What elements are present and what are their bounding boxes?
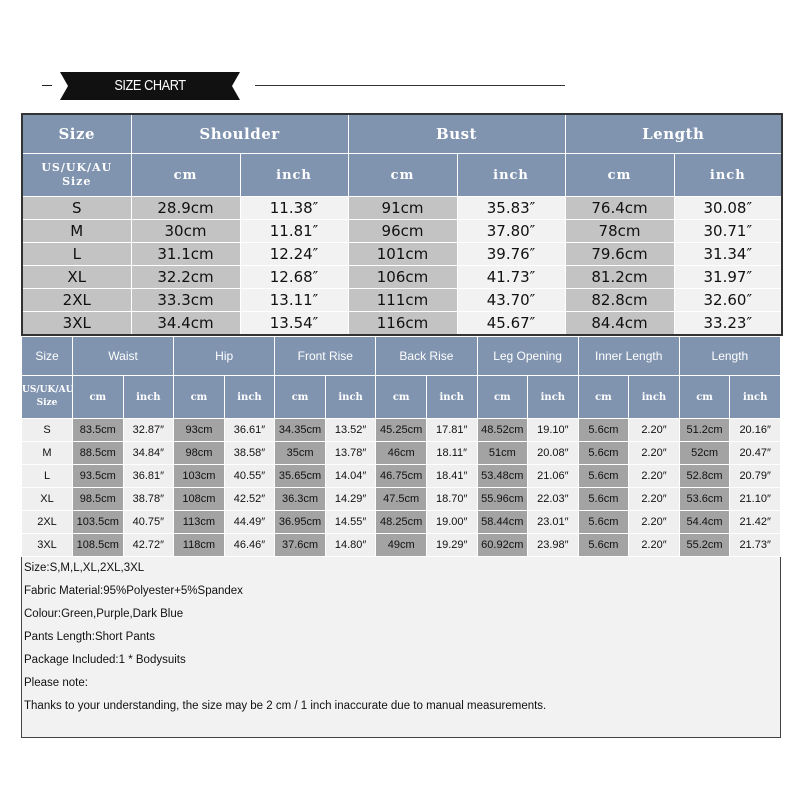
value-cell: 38.78″ [123, 488, 174, 511]
value-cell: 93.5cm [73, 465, 124, 488]
value-cell: 21.73″ [730, 534, 781, 557]
value-cell: 108.5cm [73, 534, 124, 557]
value-cell: 81.2cm [565, 266, 674, 289]
value-cell: 36.81″ [123, 465, 174, 488]
size-cell: XL [22, 266, 131, 289]
value-cell: 45.67″ [457, 312, 565, 336]
top-unit: cm [565, 154, 674, 197]
info-disclaimer: Thanks to your understanding, the size may be 2 cm / 1 inch inaccurate due to manual measurements. [24, 700, 547, 712]
bottom-unit: inch [325, 376, 376, 419]
banner-left-line [42, 85, 52, 86]
value-cell: 2.20″ [629, 534, 680, 557]
value-cell: 58.44cm [477, 511, 528, 534]
value-cell: 79.6cm [565, 243, 674, 266]
product-info-box [21, 557, 781, 738]
value-cell: 31.97″ [674, 266, 782, 289]
value-cell: 30cm [131, 220, 240, 243]
value-cell: 11.81″ [240, 220, 348, 243]
value-cell: 91cm [348, 197, 457, 220]
value-cell: 22.03″ [528, 488, 579, 511]
info-fabric: Fabric Material:95%Polyester+5%Spandex [24, 585, 243, 597]
value-cell: 82.8cm [565, 289, 674, 312]
value-cell: 5.6cm [578, 534, 629, 557]
top-header-shoulder: Shoulder [131, 114, 348, 154]
value-cell: 35.83″ [457, 197, 565, 220]
value-cell: 52cm [679, 442, 730, 465]
value-cell: 23.98″ [528, 534, 579, 557]
bottom-unit: cm [477, 376, 528, 419]
value-cell: 41.73″ [457, 266, 565, 289]
value-cell: 37.6cm [275, 534, 326, 557]
bottom-unit: inch [528, 376, 579, 419]
size-cell: 3XL [22, 534, 73, 557]
value-cell: 32.60″ [674, 289, 782, 312]
top-unit: inch [674, 154, 782, 197]
value-cell: 5.6cm [578, 465, 629, 488]
value-cell: 33.3cm [131, 289, 240, 312]
value-cell: 2.20″ [629, 465, 680, 488]
value-cell: 88.5cm [73, 442, 124, 465]
value-cell: 38.58″ [224, 442, 275, 465]
value-cell: 42.72″ [123, 534, 174, 557]
top-header-length: Length [565, 114, 782, 154]
size-cell: 2XL [22, 289, 131, 312]
table-row [22, 243, 782, 266]
value-cell: 30.08″ [674, 197, 782, 220]
value-cell: 34.84″ [123, 442, 174, 465]
value-cell: 11.38″ [240, 197, 348, 220]
value-cell: 40.75″ [123, 511, 174, 534]
table-row [22, 220, 782, 243]
value-cell: 113cm [174, 511, 225, 534]
top-header-size: Size [22, 114, 131, 154]
bottom-header-waist: Waist [73, 337, 174, 376]
bottom-sub-size-text: US/UK/AU Size [22, 385, 74, 408]
value-cell: 2.20″ [629, 488, 680, 511]
value-cell: 5.6cm [578, 419, 629, 442]
value-cell: 14.04″ [325, 465, 376, 488]
value-cell: 44.49″ [224, 511, 275, 534]
value-cell: 34.35cm [275, 419, 326, 442]
value-cell: 30.71″ [674, 220, 782, 243]
bottom-unit: cm [275, 376, 326, 419]
value-cell: 17.81″ [426, 419, 477, 442]
value-cell: 35cm [275, 442, 326, 465]
value-cell: 84.4cm [565, 312, 674, 336]
value-cell: 46.75cm [376, 465, 427, 488]
value-cell: 35.65cm [275, 465, 326, 488]
value-cell: 51.2cm [679, 419, 730, 442]
table-row [22, 511, 781, 534]
banner-right-line [255, 85, 565, 86]
top-header-bust: Bust [348, 114, 565, 154]
bottom-header-back-rise: Back Rise [376, 337, 477, 376]
value-cell: 36.95cm [275, 511, 326, 534]
value-cell: 42.52″ [224, 488, 275, 511]
value-cell: 106cm [348, 266, 457, 289]
top-size-table [21, 113, 783, 336]
value-cell: 98.5cm [73, 488, 124, 511]
value-cell: 18.41″ [426, 465, 477, 488]
value-cell: 36.3cm [275, 488, 326, 511]
size-cell: M [22, 442, 73, 465]
value-cell: 36.61″ [224, 419, 275, 442]
size-cell: L [22, 465, 73, 488]
bottom-sub-size-label [22, 376, 73, 419]
value-cell: 46cm [376, 442, 427, 465]
size-cell: S [22, 419, 73, 442]
value-cell: 18.11″ [426, 442, 477, 465]
value-cell: 21.42″ [730, 511, 781, 534]
value-cell: 19.29″ [426, 534, 477, 557]
value-cell: 20.08″ [528, 442, 579, 465]
bottom-size-table [21, 336, 781, 557]
top-unit: inch [240, 154, 348, 197]
value-cell: 49cm [376, 534, 427, 557]
bottom-unit: inch [426, 376, 477, 419]
value-cell: 2.20″ [629, 511, 680, 534]
top-unit: inch [457, 154, 565, 197]
info-sizes: Size:S,M,L,XL,2XL,3XL [24, 562, 145, 574]
table-row [22, 534, 781, 557]
table-row [22, 312, 782, 336]
value-cell: 93cm [174, 419, 225, 442]
bottom-header-length: Length [679, 337, 780, 376]
table-row [22, 465, 781, 488]
value-cell: 20.16″ [730, 419, 781, 442]
value-cell: 13.78″ [325, 442, 376, 465]
value-cell: 48.25cm [376, 511, 427, 534]
value-cell: 103.5cm [73, 511, 124, 534]
value-cell: 34.4cm [131, 312, 240, 336]
value-cell: 83.5cm [73, 419, 124, 442]
value-cell: 14.80″ [325, 534, 376, 557]
value-cell: 14.55″ [325, 511, 376, 534]
value-cell: 40.55″ [224, 465, 275, 488]
value-cell: 28.9cm [131, 197, 240, 220]
size-cell: 2XL [22, 511, 73, 534]
bottom-unit: cm [376, 376, 427, 419]
banner-title: SIZE CHART [114, 77, 186, 94]
size-cell: M [22, 220, 131, 243]
bottom-header-row [22, 337, 781, 376]
value-cell: 20.79″ [730, 465, 781, 488]
table-row [22, 197, 782, 220]
value-cell: 108cm [174, 488, 225, 511]
value-cell: 78cm [565, 220, 674, 243]
table-row [22, 419, 781, 442]
value-cell: 14.29″ [325, 488, 376, 511]
size-cell: L [22, 243, 131, 266]
value-cell: 2.20″ [629, 419, 680, 442]
value-cell: 46.46″ [224, 534, 275, 557]
value-cell: 13.52″ [325, 419, 376, 442]
value-cell: 54.4cm [679, 511, 730, 534]
value-cell: 13.54″ [240, 312, 348, 336]
info-pants-length: Pants Length:Short Pants [24, 631, 156, 643]
table-row [22, 266, 782, 289]
value-cell: 12.68″ [240, 266, 348, 289]
value-cell: 21.10″ [730, 488, 781, 511]
top-sub-size-label [22, 154, 131, 197]
value-cell: 5.6cm [578, 442, 629, 465]
value-cell: 39.76″ [457, 243, 565, 266]
value-cell: 103cm [174, 465, 225, 488]
info-colour: Colour:Green,Purple,Dark Blue [24, 608, 184, 620]
value-cell: 33.23″ [674, 312, 782, 336]
value-cell: 55.2cm [679, 534, 730, 557]
value-cell: 43.70″ [457, 289, 565, 312]
value-cell: 48.52cm [477, 419, 528, 442]
top-header-row [22, 114, 782, 154]
value-cell: 31.1cm [131, 243, 240, 266]
value-cell: 101cm [348, 243, 457, 266]
value-cell: 32.87″ [123, 419, 174, 442]
value-cell: 19.10″ [528, 419, 579, 442]
value-cell: 47.5cm [376, 488, 427, 511]
bottom-unit: cm [578, 376, 629, 419]
bottom-unit: cm [679, 376, 730, 419]
value-cell: 116cm [348, 312, 457, 336]
top-unit: cm [348, 154, 457, 197]
value-cell: 19.00″ [426, 511, 477, 534]
value-cell: 12.24″ [240, 243, 348, 266]
size-cell: XL [22, 488, 73, 511]
bottom-header-front-rise: Front Rise [275, 337, 376, 376]
bottom-header-leg-opening: Leg Opening [477, 337, 578, 376]
table-row [22, 442, 781, 465]
value-cell: 20.47″ [730, 442, 781, 465]
bottom-unit: inch [123, 376, 174, 419]
value-cell: 52.8cm [679, 465, 730, 488]
top-units-row [22, 154, 782, 197]
value-cell: 111cm [348, 289, 457, 312]
bottom-units-row [22, 376, 781, 419]
bottom-unit: cm [174, 376, 225, 419]
value-cell: 31.34″ [674, 243, 782, 266]
value-cell: 18.70″ [426, 488, 477, 511]
bottom-header-hip: Hip [174, 337, 275, 376]
bottom-unit: inch [224, 376, 275, 419]
value-cell: 53.48cm [477, 465, 528, 488]
value-cell: 53.6cm [679, 488, 730, 511]
top-sub-size-text: US/UK/AU Size [41, 161, 113, 188]
bottom-unit: inch [730, 376, 781, 419]
table-row [22, 289, 782, 312]
top-unit: cm [131, 154, 240, 197]
value-cell: 5.6cm [578, 488, 629, 511]
bottom-header-inner-length: Inner Length [578, 337, 679, 376]
value-cell: 118cm [174, 534, 225, 557]
value-cell: 21.06″ [528, 465, 579, 488]
value-cell: 5.6cm [578, 511, 629, 534]
value-cell: 13.11″ [240, 289, 348, 312]
size-cell: 3XL [22, 312, 131, 336]
value-cell: 76.4cm [565, 197, 674, 220]
value-cell: 60.92cm [477, 534, 528, 557]
info-please-note: Please note: [24, 677, 88, 689]
bottom-unit: inch [629, 376, 680, 419]
value-cell: 32.2cm [131, 266, 240, 289]
size-cell: S [22, 197, 131, 220]
table-row [22, 488, 781, 511]
bottom-header-size: Size [22, 337, 73, 376]
value-cell: 55.96cm [477, 488, 528, 511]
value-cell: 45.25cm [376, 419, 427, 442]
value-cell: 98cm [174, 442, 225, 465]
value-cell: 2.20″ [629, 442, 680, 465]
value-cell: 96cm [348, 220, 457, 243]
size-chart-banner [60, 72, 240, 100]
bottom-unit: cm [73, 376, 124, 419]
value-cell: 37.80″ [457, 220, 565, 243]
value-cell: 23.01″ [528, 511, 579, 534]
value-cell: 51cm [477, 442, 528, 465]
info-package: Package Included:1 * Bodysuits [24, 654, 186, 666]
